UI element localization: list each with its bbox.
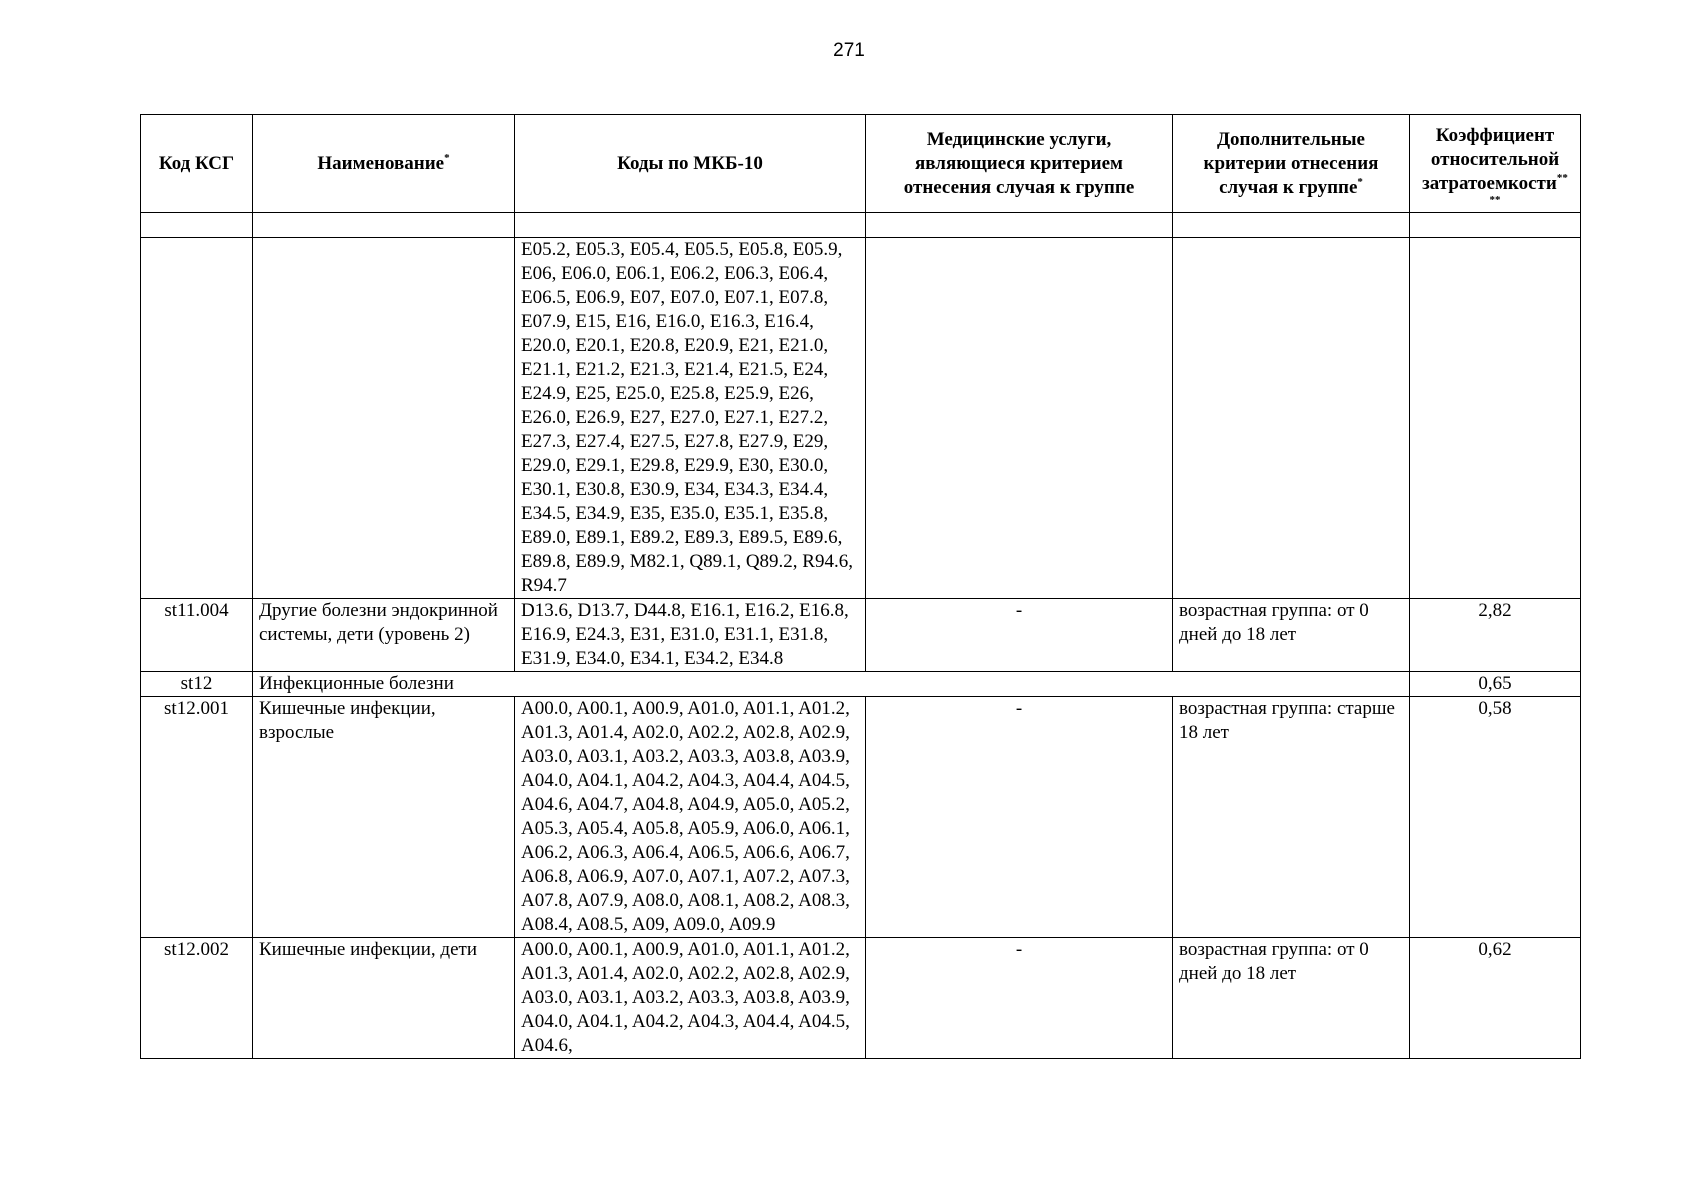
table-header-row: [141, 115, 1581, 213]
coefficient-cell: 0,58: [1410, 697, 1581, 938]
coefficient-cell: 0,65: [1410, 672, 1581, 697]
coefficient-cell: 2,82: [1410, 599, 1581, 672]
coefficient-cell: [1410, 238, 1581, 599]
header-extra-criteria: Дополнительные критерии отнесения случая к группе*: [1173, 115, 1410, 213]
ksg-code-cell: st12.001: [141, 697, 253, 938]
services-cell: [866, 238, 1173, 599]
services-cell: -: [866, 697, 1173, 938]
group-name-cell: Инфекционные болезни: [253, 672, 1410, 697]
services-cell: -: [866, 938, 1173, 1059]
icd-codes-cell: E05.2, E05.3, E05.4, E05.5, E05.8, E05.9, E06, E06.0, E06.1, E06.2, E06.3, E06.4, E06.5, E06.9, E07, E07.0, E07.1, E07.8, E07.9, E15, E16, E16.0, E16.3, E16.4, E20.0, E20.1, E20.8, E20.9, E21, E21.0, E21.1, E21.2, E21.3, E21.4, E21.5, E24, E24.9, E25, E25.0, E25.8, E25.9, E26, E26.0, E26.9, E27, E27.0, E27.1, E27.2, E27.3, E27.4, E27.5, E27.8, E27.9, E29, E29.0, E29.1, E29.8, E29.9, E30, E30.0, E30.1, E30.8, E30.9, E34, E34.3, E34.4, E34.5, E34.9, E35, E35.0, E35.1, E35.8, E89.0, E89.1, E89.2, E89.3, E89.5, E89.6, E89.8, E89.9, M82.1, Q89.1, Q89.2, R94.6, R94.7: [515, 238, 866, 599]
coefficient-cell: 0,62: [1410, 938, 1581, 1059]
icd-codes-cell: D13.6, D13.7, D44.8, E16.1, E16.2, E16.8, E16.9, E24.3, E31, E31.0, E31.1, E31.8, E31.9, E34.0, E34.1, E34.2, E34.8: [515, 599, 866, 672]
footnote-mark: *: [1357, 175, 1363, 188]
icd-codes-cell: A00.0, A00.1, A00.9, A01.0, A01.1, A01.2, A01.3, A01.4, A02.0, A02.2, A02.8, A02.9, A03.0, A03.1, A03.2, A03.3, A03.8, A03.9, A04.0, A04.1, A04.2, A04.3, A04.4, A04.5, A04.6,: [515, 938, 866, 1059]
extra-criteria-cell: возрастная группа: от 0 дней до 18 лет: [1173, 938, 1410, 1059]
ksg-name-cell: Кишечные инфекции, взрослые: [253, 697, 515, 938]
footnote-mark: **: [1489, 193, 1501, 206]
ksg-code-cell: st11.004: [141, 599, 253, 672]
ksg-table: [140, 114, 1581, 1059]
ksg-name-cell: [253, 238, 515, 599]
ksg-code-cell: st12.002: [141, 938, 253, 1059]
table-group-row: [141, 672, 1581, 697]
extra-criteria-cell: возрастная группа: от 0 дней до 18 лет: [1173, 599, 1410, 672]
extra-criteria-cell: возрастная группа: старше 18 лет: [1173, 697, 1410, 938]
footnote-mark: *: [444, 151, 450, 164]
table-row: [141, 238, 1581, 599]
header-icd-codes: Коды по МКБ-10: [515, 115, 866, 213]
icd-codes-cell: A00.0, A00.1, A00.9, A01.0, A01.1, A01.2, A01.3, A01.4, A02.0, A02.2, A02.8, A02.9, A03.0, A03.1, A03.2, A03.3, A03.8, A03.9, A04.0, A04.1, A04.2, A04.3, A04.4, A04.5, A04.6, A04.7, A04.8, A04.9, A05.0, A05.2, A05.3, A05.4, A05.8, A05.9, A06.0, A06.1, A06.2, A06.3, A06.4, A06.5, A06.6, A06.7, A06.8, A06.9, A07.0, A07.1, A07.2, A07.3, A07.8, A07.9, A08.0, A08.1, A08.2, A08.3, A08.4, A08.5, A09, A09.0, A09.9: [515, 697, 866, 938]
ksg-code-cell: [141, 238, 253, 599]
header-code: Код КСГ: [141, 115, 253, 213]
page-number: 271: [833, 40, 865, 61]
table-row: [141, 599, 1581, 672]
table-spacer-row: [141, 213, 1581, 238]
ksg-name-cell: Другие болезни эндокринной системы, дети (уровень 2): [253, 599, 515, 672]
table-row: [141, 938, 1581, 1059]
table-row: [141, 697, 1581, 938]
footnote-mark: **: [1556, 171, 1568, 184]
services-cell: -: [866, 599, 1173, 672]
header-name: Наименование*: [253, 115, 515, 213]
ksg-name-cell: Кишечные инфекции, дети: [253, 938, 515, 1059]
ksg-code-cell: st12: [141, 672, 253, 697]
header-coefficient: Коэффициент относительной затратоемкости** **: [1410, 115, 1581, 213]
header-medical-services: Медицинские услуги, являющиеся критерием отнесения случая к группе: [866, 115, 1173, 213]
extra-criteria-cell: [1173, 238, 1410, 599]
